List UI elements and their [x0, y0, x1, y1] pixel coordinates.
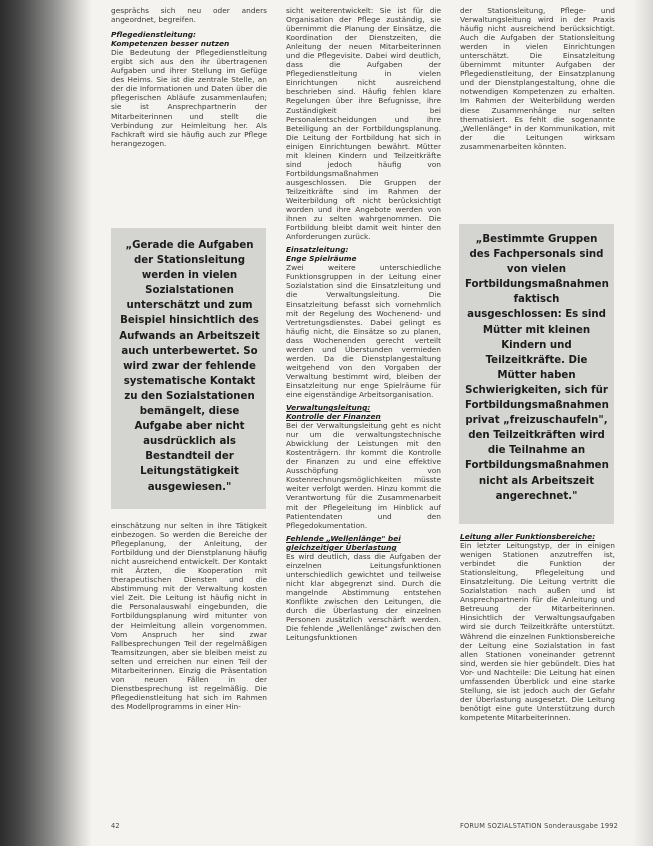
section-heading: Leitung aller Funktionsbereiche: [460, 532, 596, 541]
publication-footer: FORUM SOZIALSTATION Sonderausgabe 1992 [460, 822, 619, 830]
section-heading: Pflegedienstleitung: Kompetenzen besser nutzen [111, 30, 230, 49]
page-gutter-shadow [0, 0, 92, 846]
section-heading: Fehlende „Wellenlänge" bei gleichzeitiger Überlastung [286, 533, 401, 552]
body-text: Es wird deutlich, dass die Aufgaben der einzelnen Leitungsfunktionen unterschiedlich gewichtet und teilweise nicht klar abgegrenzt sind. Durch die mangelnde Abstimmung entstehen Konflikte zwischen den Leitungen, die durch die Überlastung der einzelnen Personen zusätzlich verschärft werden. Die fehlende „Wellenlänge" zwischen den Leitungsfunktionen [286, 551, 441, 643]
pull-quote-left: „Gerade die Aufgaben der Stationsleitung werden in vielen Sozialstationen unterschätzt und zum Beispiel hinsichtlich des Aufwands an Arbeitszeit auch unterbewertet. So wird zwar der fehlende systematische Kontakt zu den Sozialstationen bemängelt, diese Aufgabe aber nicht ausdrücklich als Bestandteil der Leitungstätigkeit ausgewiesen." [111, 228, 266, 509]
body-text: Bei der Verwaltungsleitung geht es nicht nur um die verwaltungstechnische Abwicklung der Leistungen mit den Kostenträgern. Ihr kommt die Kontrolle der Finanzen zu und eine effektive Ausschöpfung von Kostenrechnungsmöglichkeiten müsste weiter verfolgt werden. Hinzu kommt die Verantwortung für die Zusammenarbeit mit der Pflegeleitung im Hinblick auf Patientendaten und den Pflegedokumentation. [286, 421, 441, 530]
body-text: einschätzung nur selten in ihre Tätigkeit einbezogen. So werden die Bereiche der Pflegeplanung, der Anleitung, der Fortbildung und der Dienstplanung häufig nicht ausreichend entwickelt. Der Kontakt mit Ärzten, die Kooperation mit therapeutischen Diensten und die Abstimmung mit der Verwaltung kosten viel Zeit. Die Leitung ist häufig nicht in die Personalauswahl eingebunden, die Fortbildungsplanung wird mitunter von der Heimleitung allein vorgenommen. Vom Anspruch her sind zwar Fallbesprechungen Teil der regelmäßigen Teamsitzungen, aber sie bleiben meist zu selten und erreichen nur einen Teil der Mitarbeiterinnen. Einzig die Präsentation von neuen Fällen in der Dienstbesprechung ist regelmäßig. Die Pflegedienstleitung hat sich im Rahmen des Modellprogramms in einer Hin- [111, 521, 267, 711]
column-1-upper [111, 6, 267, 220]
column-2 [286, 6, 441, 812]
column-3-lower [460, 530, 615, 811]
column-1-lower [111, 521, 267, 811]
section-heading: Einsatzleitung: Enge Spielräume [286, 245, 357, 264]
body-text: sicht weiterentwickelt: Sie ist für die Organisation der Pflege zuständig, sie übernimmt die Planung der Einsätze, die Koordination der Dienstzeiten, die Anleitung der neuen Mitarbeiterinnen und die Pflegevisite. Dabei wird deutlich, dass die Aufgaben der Pflegedienstleitung in vielen Einrichtungen nicht ausreichend beschrieben sind. Häufig fehlen klare Regelungen über ihre Befugnisse, ihre Zuständigkeit bei Personalentscheidungen und ihre Beteiligung an der Fortbildungsplanung. Die Leitung der Fortbildung hat sich in einigen Einrichtungen bewährt. Mütter mit kleinen Kindern und Teilzeitkräfte sind jedoch häufig von Fortbildungsmaßnahmen ausgeschlossen. Die Gruppen der Teilzeitkräfte sind im Rahmen der Weiterbildung oft nicht berücksichtigt worden und ihre Angebote werden von ihnen zu selten wahrgenommen. Die Fortbildung bleibt damit weit hinter den Anforderungen zurück. [286, 6, 441, 242]
body-text: Die Bedeutung der Pflegedienstleitung ergibt sich aus den ihr übertragenen Aufgaben und ihrer Stellung im Gefüge des Heims. Sie ist die zentrale Stelle, an der die Informationen und Daten über die pflegerischen Abläufe zusammenlaufen; sie ist Ansprechpartnerin der Mitarbeiterinnen und stellt die Verbindung zur Heimleitung her. Als Fachkraft wird sie häufig auch zur Pflege herangezogen. [111, 48, 267, 148]
section-heading: Verwaltungsleitung: Kontrolle der Finanzen [286, 403, 381, 422]
body-text: Zwei weitere unterschiedliche Funktionsgruppen in der Leitung einer Sozialstation sind die Einsatzleitung und die Verwaltungsleitung. Die Einsatzleitung befasst sich vornehmlich mit der Regelung des Wochenend- und Vertretungsdienstes. Dabei gelingt es häufig nicht, die Einsätze so zu planen, dass Wochenenden gerecht verteilt werden und Überstunden vermieden werden. Da die Dienstplangestaltung weitgehend von den Vorgaben der Verwaltung bestimmt wird, bleiben der Einsatzleitung nur enge Spielräume für eine eigenständige Arbeitsorganisation. [286, 263, 441, 399]
pull-quote-right: „Bestimmte Gruppen des Fachpersonals sind von vielen Fortbildungsmaßnahmen faktisch ausgeschlossen: Es sind Mütter mit kleinen Kindern und Teilzeitkräfte. Die Mütter haben Schwierigkeiten, sich für Fortbildungsmaßnahmen privat „freizuschaufeln", den Teilzeitkräften wird die Teilnahme an Fortbildungsmaßnahmen nicht als Arbeitszeit angerechnet." [459, 224, 614, 524]
page-number: 42 [111, 822, 120, 830]
body-text: Ein letzter Leitungstyp, der in einigen wenigen Stationen anzutreffen ist, verbindet die Funktion der Stationsleitung, Pflegeleitung und Einsatzleitung. Die Leitung vertritt die Sozialstation nach außen und ist Ansprechpartnerin für die Anleitung und Betreuung der Mitarbeiterinnen. Hinsichtlich der Verwaltungsaufgaben wird sie durch Teilzeitkräfte unterstützt. Während die einzelnen Funktionsbereiche der Leitung eine Sozialstation in fast allen Stationen voneinander getrennt sind, werden sie hier gebündelt. Dies hat Vor- und Nachteile: Die Leitung hat einen umfassenden Überblick und eine starke Stellung, sie ist jedoch auch der Gefahr der Überlastung ausgesetzt. Die Leitung benötigt eine gute Unterstützung durch kompetente Mitarbeiterinnen. [460, 541, 615, 722]
body-text: gesprächs sich neu oder anders angeordnet, begreifen. [111, 6, 267, 25]
page-edge-shadow [633, 0, 653, 846]
column-3-upper [460, 6, 615, 218]
body-text: der Stationsleitung, Pflege- und Verwaltungsleitung wird in der Praxis häufig nicht ausreichend berücksichtigt. Auch die Aufgaben der Stationsleitung werden in vielen Einrichtungen unterschätzt. Die Einsatzleitung übernimmt mitunter Aufgaben der Pflegedienstleitung, der Einsatzplanung und der Dienstplangestaltung, ohne die notwendigen Kompetenzen zu erhalten. Im Rahmen der Weiterbildung werden diese Zusammenhänge nur selten thematisiert. Es fehlt die sogenannte „Wellenlänge" in der Kommunikation, mit der die Leitungen wirksam zusammenarbeiten könnten. [460, 6, 615, 151]
